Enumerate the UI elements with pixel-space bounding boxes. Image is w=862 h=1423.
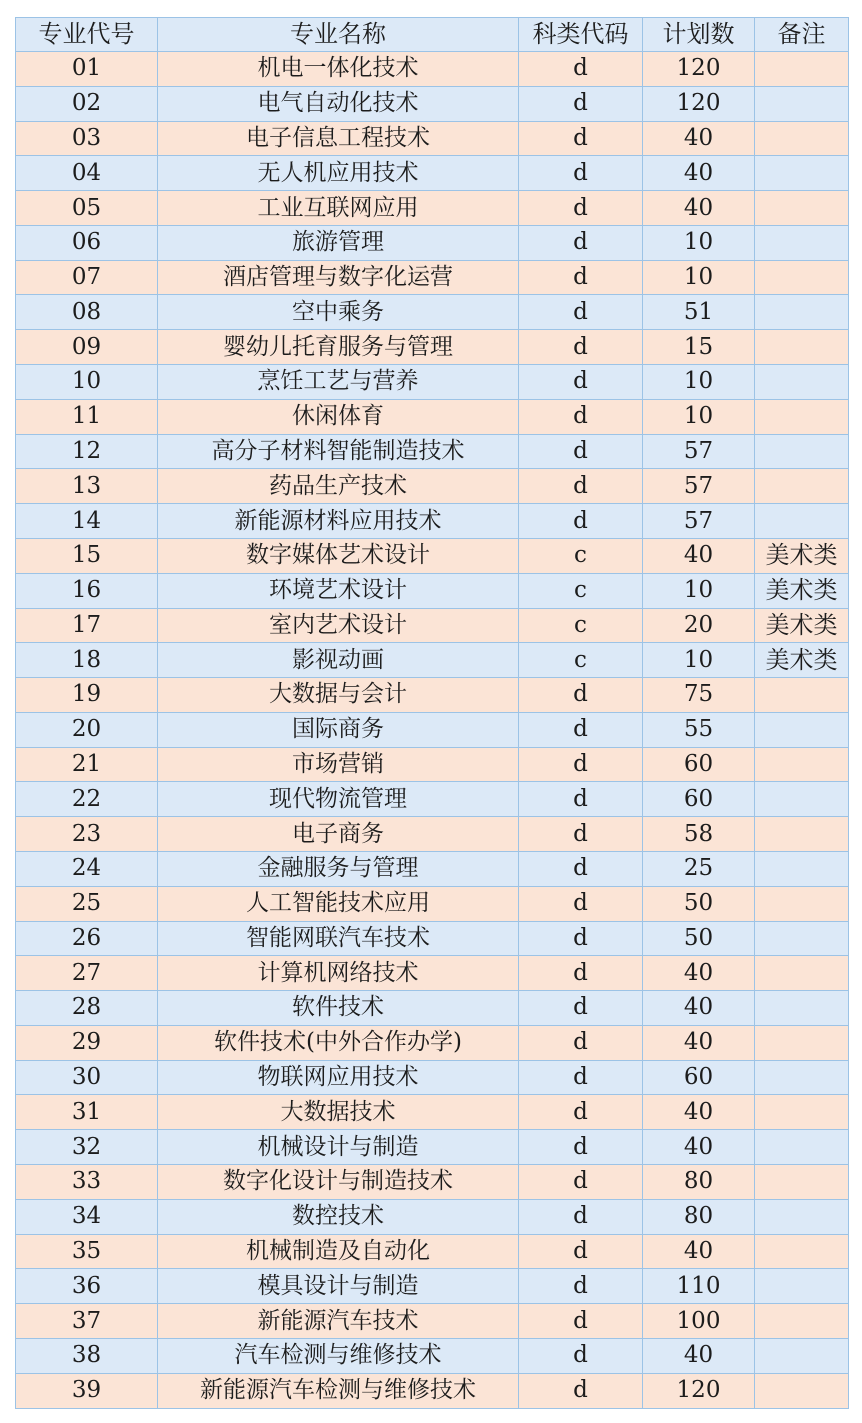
cell-remarks xyxy=(755,1234,849,1269)
cell-remarks xyxy=(755,956,849,991)
cell-plan-count: 40 xyxy=(643,1338,755,1373)
cell-plan-count: 40 xyxy=(643,1234,755,1269)
cell-category-code: d xyxy=(519,191,643,226)
cell-plan-count: 57 xyxy=(643,469,755,504)
cell-plan-count: 10 xyxy=(643,643,755,678)
cell-major-code: 34 xyxy=(16,1199,158,1234)
table-row xyxy=(16,330,849,365)
cell-major-code: 03 xyxy=(16,121,158,156)
table-row xyxy=(16,191,849,226)
cell-category-code: d xyxy=(519,1025,643,1060)
cell-major-code: 02 xyxy=(16,86,158,121)
cell-major-name: 大数据技术 xyxy=(158,1095,519,1130)
cell-remarks xyxy=(755,886,849,921)
cell-major-code: 10 xyxy=(16,365,158,400)
cell-major-code: 09 xyxy=(16,330,158,365)
cell-major-name: 旅游管理 xyxy=(158,225,519,260)
cell-major-code: 28 xyxy=(16,991,158,1026)
cell-major-name: 婴幼儿托育服务与管理 xyxy=(158,330,519,365)
cell-major-code: 39 xyxy=(16,1373,158,1408)
cell-category-code: d xyxy=(519,156,643,191)
cell-major-code: 06 xyxy=(16,225,158,260)
cell-category-code: d xyxy=(519,782,643,817)
cell-plan-count: 50 xyxy=(643,921,755,956)
cell-major-name: 新能源汽车检测与维修技术 xyxy=(158,1373,519,1408)
cell-category-code: d xyxy=(519,747,643,782)
cell-major-name: 数控技术 xyxy=(158,1199,519,1234)
cell-major-code: 36 xyxy=(16,1269,158,1304)
cell-plan-count: 75 xyxy=(643,678,755,713)
cell-remarks xyxy=(755,121,849,156)
cell-category-code: d xyxy=(519,1130,643,1165)
cell-major-code: 37 xyxy=(16,1304,158,1339)
table-row xyxy=(16,1060,849,1095)
table-row xyxy=(16,86,849,121)
table-row xyxy=(16,156,849,191)
cell-category-code: d xyxy=(519,399,643,434)
cell-major-name: 电子信息工程技术 xyxy=(158,121,519,156)
cell-major-name: 软件技术(中外合作办学) xyxy=(158,1025,519,1060)
cell-plan-count: 120 xyxy=(643,52,755,87)
table-row xyxy=(16,886,849,921)
table-row xyxy=(16,608,849,643)
cell-major-code: 14 xyxy=(16,504,158,539)
cell-remarks xyxy=(755,1130,849,1165)
cell-major-code: 01 xyxy=(16,52,158,87)
cell-category-code: d xyxy=(519,1304,643,1339)
cell-category-code: d xyxy=(519,956,643,991)
table-row xyxy=(16,1165,849,1200)
table-row xyxy=(16,1304,849,1339)
cell-major-code: 20 xyxy=(16,712,158,747)
cell-remarks xyxy=(755,1025,849,1060)
cell-plan-count: 100 xyxy=(643,1304,755,1339)
cell-major-code: 25 xyxy=(16,886,158,921)
cell-plan-count: 80 xyxy=(643,1199,755,1234)
cell-major-code: 35 xyxy=(16,1234,158,1269)
cell-major-code: 26 xyxy=(16,921,158,956)
cell-category-code: d xyxy=(519,504,643,539)
cell-major-code: 05 xyxy=(16,191,158,226)
table-row xyxy=(16,399,849,434)
cell-remarks xyxy=(755,295,849,330)
table-row xyxy=(16,260,849,295)
header-major-name: 专业名称 xyxy=(158,18,519,52)
cell-remarks xyxy=(755,1165,849,1200)
cell-major-code: 11 xyxy=(16,399,158,434)
cell-plan-count: 40 xyxy=(643,191,755,226)
cell-plan-count: 10 xyxy=(643,573,755,608)
cell-major-name: 汽车检测与维修技术 xyxy=(158,1338,519,1373)
table-row xyxy=(16,573,849,608)
table-row xyxy=(16,921,849,956)
cell-remarks xyxy=(755,365,849,400)
cell-remarks: 美术类 xyxy=(755,538,849,573)
cell-category-code: d xyxy=(519,86,643,121)
cell-major-name: 空中乘务 xyxy=(158,295,519,330)
cell-remarks: 美术类 xyxy=(755,643,849,678)
cell-plan-count: 40 xyxy=(643,538,755,573)
cell-major-name: 人工智能技术应用 xyxy=(158,886,519,921)
cell-remarks xyxy=(755,330,849,365)
table-row xyxy=(16,469,849,504)
cell-major-name: 电气自动化技术 xyxy=(158,86,519,121)
cell-major-code: 22 xyxy=(16,782,158,817)
table-row xyxy=(16,956,849,991)
header-category-code: 科类代码 xyxy=(519,18,643,52)
cell-plan-count: 25 xyxy=(643,851,755,886)
cell-plan-count: 60 xyxy=(643,747,755,782)
cell-category-code: d xyxy=(519,1199,643,1234)
table-row xyxy=(16,1373,849,1408)
cell-plan-count: 120 xyxy=(643,1373,755,1408)
cell-plan-count: 120 xyxy=(643,86,755,121)
cell-major-name: 国际商务 xyxy=(158,712,519,747)
cell-plan-count: 40 xyxy=(643,1095,755,1130)
cell-major-code: 18 xyxy=(16,643,158,678)
cell-remarks xyxy=(755,434,849,469)
cell-major-name: 室内艺术设计 xyxy=(158,608,519,643)
cell-category-code: d xyxy=(519,817,643,852)
table-row xyxy=(16,504,849,539)
cell-major-code: 17 xyxy=(16,608,158,643)
table-body xyxy=(16,52,849,1409)
cell-plan-count: 10 xyxy=(643,260,755,295)
cell-category-code: d xyxy=(519,991,643,1026)
cell-plan-count: 55 xyxy=(643,712,755,747)
cell-category-code: d xyxy=(519,886,643,921)
cell-plan-count: 80 xyxy=(643,1165,755,1200)
cell-remarks xyxy=(755,86,849,121)
table-row xyxy=(16,712,849,747)
cell-major-code: 32 xyxy=(16,1130,158,1165)
cell-remarks xyxy=(755,1373,849,1408)
cell-major-name: 数字媒体艺术设计 xyxy=(158,538,519,573)
cell-plan-count: 10 xyxy=(643,225,755,260)
cell-remarks xyxy=(755,712,849,747)
cell-major-name: 机电一体化技术 xyxy=(158,52,519,87)
cell-plan-count: 58 xyxy=(643,817,755,852)
cell-category-code: d xyxy=(519,434,643,469)
cell-remarks: 美术类 xyxy=(755,608,849,643)
table-row xyxy=(16,434,849,469)
cell-category-code: d xyxy=(519,225,643,260)
cell-major-code: 04 xyxy=(16,156,158,191)
cell-category-code: d xyxy=(519,365,643,400)
table-row xyxy=(16,121,849,156)
cell-major-name: 模具设计与制造 xyxy=(158,1269,519,1304)
cell-plan-count: 40 xyxy=(643,1130,755,1165)
cell-remarks xyxy=(755,747,849,782)
cell-plan-count: 40 xyxy=(643,1025,755,1060)
cell-major-name: 影视动画 xyxy=(158,643,519,678)
table-row xyxy=(16,817,849,852)
cell-category-code: d xyxy=(519,1060,643,1095)
cell-category-code: d xyxy=(519,121,643,156)
cell-major-code: 13 xyxy=(16,469,158,504)
cell-plan-count: 51 xyxy=(643,295,755,330)
table-row xyxy=(16,851,849,886)
cell-major-code: 38 xyxy=(16,1338,158,1373)
cell-category-code: d xyxy=(519,921,643,956)
cell-remarks xyxy=(755,1269,849,1304)
cell-plan-count: 15 xyxy=(643,330,755,365)
cell-plan-count: 60 xyxy=(643,782,755,817)
cell-remarks xyxy=(755,817,849,852)
cell-major-name: 物联网应用技术 xyxy=(158,1060,519,1095)
cell-remarks xyxy=(755,1095,849,1130)
cell-plan-count: 10 xyxy=(643,365,755,400)
cell-remarks xyxy=(755,1199,849,1234)
cell-major-name: 金融服务与管理 xyxy=(158,851,519,886)
cell-remarks xyxy=(755,504,849,539)
cell-major-name: 新能源材料应用技术 xyxy=(158,504,519,539)
table-row xyxy=(16,52,849,87)
table-row xyxy=(16,1234,849,1269)
cell-major-name: 软件技术 xyxy=(158,991,519,1026)
cell-major-code: 19 xyxy=(16,678,158,713)
table-row xyxy=(16,1199,849,1234)
cell-category-code: d xyxy=(519,52,643,87)
cell-major-code: 16 xyxy=(16,573,158,608)
cell-remarks xyxy=(755,260,849,295)
cell-major-name: 无人机应用技术 xyxy=(158,156,519,191)
cell-plan-count: 110 xyxy=(643,1269,755,1304)
cell-major-name: 高分子材料智能制造技术 xyxy=(158,434,519,469)
cell-remarks xyxy=(755,782,849,817)
cell-major-name: 休闲体育 xyxy=(158,399,519,434)
cell-category-code: d xyxy=(519,260,643,295)
header-plan-count: 计划数 xyxy=(643,18,755,52)
cell-remarks xyxy=(755,851,849,886)
cell-remarks xyxy=(755,991,849,1026)
table-row xyxy=(16,295,849,330)
cell-category-code: d xyxy=(519,1095,643,1130)
cell-major-name: 工业互联网应用 xyxy=(158,191,519,226)
cell-major-name: 市场营销 xyxy=(158,747,519,782)
cell-category-code: d xyxy=(519,295,643,330)
table-row xyxy=(16,991,849,1026)
cell-remarks xyxy=(755,1060,849,1095)
cell-category-code: d xyxy=(519,712,643,747)
cell-major-code: 23 xyxy=(16,817,158,852)
cell-major-name: 药品生产技术 xyxy=(158,469,519,504)
cell-remarks xyxy=(755,156,849,191)
table-row xyxy=(16,678,849,713)
cell-remarks xyxy=(755,1304,849,1339)
cell-major-name: 计算机网络技术 xyxy=(158,956,519,991)
cell-remarks xyxy=(755,678,849,713)
cell-major-name: 数字化设计与制造技术 xyxy=(158,1165,519,1200)
cell-remarks xyxy=(755,52,849,87)
table-row xyxy=(16,1338,849,1373)
cell-category-code: c xyxy=(519,608,643,643)
table-row xyxy=(16,643,849,678)
cell-plan-count: 57 xyxy=(643,504,755,539)
cell-category-code: d xyxy=(519,1165,643,1200)
cell-major-code: 08 xyxy=(16,295,158,330)
cell-major-code: 31 xyxy=(16,1095,158,1130)
cell-major-code: 15 xyxy=(16,538,158,573)
cell-category-code: d xyxy=(519,678,643,713)
table-row xyxy=(16,365,849,400)
cell-major-name: 智能网联汽车技术 xyxy=(158,921,519,956)
table-row xyxy=(16,225,849,260)
table-row xyxy=(16,1025,849,1060)
table-row xyxy=(16,747,849,782)
cell-category-code: d xyxy=(519,851,643,886)
cell-major-code: 29 xyxy=(16,1025,158,1060)
cell-remarks xyxy=(755,399,849,434)
cell-plan-count: 50 xyxy=(643,886,755,921)
cell-major-code: 27 xyxy=(16,956,158,991)
table-row xyxy=(16,538,849,573)
cell-major-name: 大数据与会计 xyxy=(158,678,519,713)
cell-category-code: c xyxy=(519,538,643,573)
cell-major-name: 环境艺术设计 xyxy=(158,573,519,608)
cell-category-code: d xyxy=(519,1269,643,1304)
cell-major-code: 07 xyxy=(16,260,158,295)
cell-category-code: c xyxy=(519,573,643,608)
enrollment-plan-table xyxy=(15,17,849,1409)
cell-major-name: 新能源汽车技术 xyxy=(158,1304,519,1339)
cell-category-code: d xyxy=(519,1373,643,1408)
cell-major-code: 21 xyxy=(16,747,158,782)
cell-major-name: 机械制造及自动化 xyxy=(158,1234,519,1269)
cell-remarks xyxy=(755,921,849,956)
cell-major-name: 机械设计与制造 xyxy=(158,1130,519,1165)
table-row xyxy=(16,1130,849,1165)
cell-remarks xyxy=(755,191,849,226)
cell-remarks: 美术类 xyxy=(755,573,849,608)
cell-major-code: 33 xyxy=(16,1165,158,1200)
cell-category-code: d xyxy=(519,330,643,365)
table-header-row xyxy=(16,18,849,52)
cell-category-code: d xyxy=(519,1234,643,1269)
table-row xyxy=(16,1269,849,1304)
header-major-code: 专业代号 xyxy=(16,18,158,52)
cell-major-name: 酒店管理与数字化运营 xyxy=(158,260,519,295)
cell-remarks xyxy=(755,225,849,260)
cell-remarks xyxy=(755,1338,849,1373)
table-row xyxy=(16,1095,849,1130)
cell-remarks xyxy=(755,469,849,504)
cell-plan-count: 57 xyxy=(643,434,755,469)
cell-plan-count: 40 xyxy=(643,121,755,156)
cell-category-code: d xyxy=(519,469,643,504)
cell-plan-count: 40 xyxy=(643,156,755,191)
cell-major-code: 24 xyxy=(16,851,158,886)
cell-plan-count: 40 xyxy=(643,991,755,1026)
cell-plan-count: 10 xyxy=(643,399,755,434)
cell-category-code: d xyxy=(519,1338,643,1373)
cell-plan-count: 20 xyxy=(643,608,755,643)
cell-major-name: 现代物流管理 xyxy=(158,782,519,817)
cell-major-code: 12 xyxy=(16,434,158,469)
cell-major-name: 烹饪工艺与营养 xyxy=(158,365,519,400)
cell-major-name: 电子商务 xyxy=(158,817,519,852)
cell-category-code: c xyxy=(519,643,643,678)
cell-plan-count: 60 xyxy=(643,1060,755,1095)
table-row xyxy=(16,782,849,817)
cell-plan-count: 40 xyxy=(643,956,755,991)
header-remarks: 备注 xyxy=(755,18,849,52)
cell-major-code: 30 xyxy=(16,1060,158,1095)
